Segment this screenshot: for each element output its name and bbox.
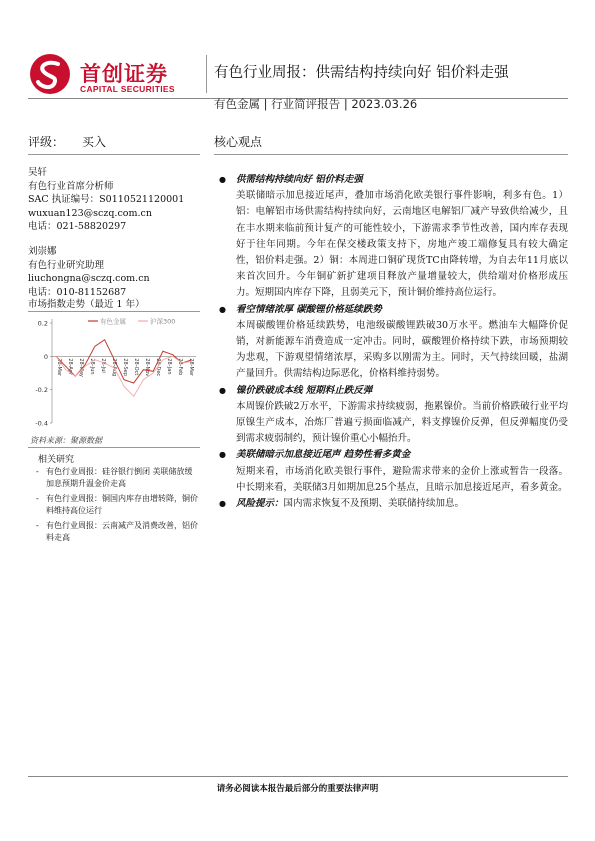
bullet-icon: ●	[219, 304, 226, 314]
x-tick-label: 28-Jun	[89, 358, 95, 375]
section-heading: ● 美联储暗示加息接近尾声 趋势性看多黄金	[214, 447, 568, 463]
risk-warning: ● 风险提示：国内需求恢复不及预期、美联储持续加息。	[214, 496, 568, 512]
section-paragraph: 美联储暗示加息接近尾声，叠加市场消化欧美银行事件影响，利多有色。1）铝：电解铝市场供需结构持续向好，云南地区电解铝厂减产导致供给减少，且在丰水期来临前预计复产的可能性较小，下游需求季节性改善，国内库存表现好于往年同期。今年在保交楼政策支持下，房地产竣工端修复具有较大确定性，铝价料走强。2）铜：本周进口铜矿现货TC由降转增，为自去年11月底以来首次回升。今年铜矿新扩建项目释放产量增量较大，供给端对价格形成压力。短期国内库存下降，且弱美元下，预计铜价维持高位运行。	[236, 190, 568, 299]
chart-source: 资料来源：聚源数据	[30, 436, 102, 445]
header-divider	[206, 55, 207, 93]
related-research-list	[34, 466, 200, 547]
logo-emblem-icon	[28, 52, 72, 96]
left-rule	[28, 154, 200, 155]
y-tick-label: 0	[43, 352, 48, 361]
analyst-email[interactable]: liuchongna@sczq.com.cn	[28, 273, 150, 284]
section-paragraph: 本周碳酸锂价格延续跌势，电池级碳酸锂跌破30万水平。燃油车大幅降价促销，对新能源车消费造成一定冲击。同时，碳酸锂价格持续下跌，市场预期较为悲观，下游观望情绪浓厚，采购多以刚需为主。同时，天气持续回暖，盐湖产量回升。供需结构边际恶化，价格料维持弱势。	[236, 319, 568, 380]
section-paragraph: 本周镍价跌破2万水平，下游需求持续疲弱，拖累镍价。当前价格跌破行业平均原镍生产成本，冶炼厂普遍亏损面临减产，料支撑镍价反弹，但反弹幅度仍受到需求疲弱制约，预计镍价重心小幅抬升。	[236, 400, 568, 445]
analyst-phone: 电话：010-81152687	[28, 286, 127, 298]
related-research-item[interactable]: - 有色行业周报：云南减产及消费改善，铝价料走高	[34, 520, 200, 544]
core-views-body	[214, 172, 568, 512]
analyst-sac: SAC 执证编号：S0110521120001	[28, 194, 185, 205]
rating	[28, 133, 106, 150]
analyst-role: 有色行业首席分析师	[28, 180, 114, 192]
market-chart-title: 市场指数走势（最近 1 年）	[28, 299, 145, 310]
core-views-title: 核心观点	[214, 135, 263, 149]
section-paragraph: 短期来看，市场消化欧美银行事件，避险需求带来的金价上涨或暂告一段落。中长期来看，美联储3月如期加息25个基点，且暗示加息接近尾声，看多黄金。	[236, 465, 568, 493]
legend-label: 沪深300	[150, 317, 176, 326]
rating-label: 评级：	[28, 135, 65, 149]
report-title: 有色行业周报：供需结构持续向好 铝价料走强	[214, 65, 509, 81]
source-rule	[28, 447, 200, 448]
legend-label: 有色金属	[100, 317, 126, 326]
right-rule	[214, 154, 568, 155]
related-research-title: 相关研究	[38, 455, 75, 465]
legal-disclaimer[interactable]: 请务必阅读本报告最后部分的重要法律声明	[216, 784, 379, 794]
chart-rule	[28, 311, 200, 312]
x-tick-label: 28-Sep	[122, 358, 128, 376]
x-tick-label: 28-Jul	[100, 358, 106, 373]
footer-rule	[28, 776, 568, 777]
related-research-item[interactable]: - 有色行业周报：硅谷银行倒闭 美联储放缓加息预期升温金价走高	[34, 466, 200, 490]
rating-value: 买入	[82, 135, 107, 149]
analyst-card	[28, 166, 184, 234]
x-tick-label: 28-Aug	[111, 358, 117, 377]
analyst-name: 吴轩	[28, 167, 48, 178]
analyst-email[interactable]: wuxuan123@sczq.com.cn	[28, 207, 152, 219]
bullet-icon: ●	[219, 450, 226, 460]
x-tick-label: 28-May	[78, 358, 84, 377]
company-logo	[28, 52, 198, 96]
bullet-icon: ●	[219, 175, 226, 184]
section-heading: ● 看空情绪浓厚 碳酸锂价格延续跌势	[214, 302, 568, 318]
analyst-card	[28, 245, 150, 299]
risk-warning-text: 国内需求恢复不及预期、美联储持续加息。	[283, 498, 465, 510]
report-subtitle: 有色金属 | 行业简评报告 | 2023.03.26	[214, 97, 418, 111]
analyst-phone: 电话：021-58820297	[28, 221, 127, 232]
x-tick-label: 28-Jan	[166, 358, 172, 375]
y-tick-label: -0.4	[35, 419, 48, 428]
market-index-chart	[28, 313, 200, 431]
y-tick-label: -0.2	[35, 386, 48, 395]
x-tick-label: 28-Oct	[133, 358, 139, 376]
y-tick-label: 0.2	[37, 319, 48, 328]
x-tick-label: 28-Nov	[144, 358, 150, 377]
x-tick-label: 28-Feb	[177, 358, 183, 376]
bullet-icon: ●	[219, 499, 226, 509]
x-tick-label: 28-Apr	[67, 358, 73, 376]
logo-text-cn: 首创证券	[80, 62, 168, 86]
section-heading: ● 供需结构持续向好 铝价料走强	[214, 172, 568, 188]
x-tick-label: 28-Dec	[155, 358, 161, 377]
analyst-name: 刘崇娜	[28, 246, 57, 257]
section-heading: ● 镍价跌破成本线 短期料止跌反弹	[214, 383, 568, 399]
logo-text-en: CAPITAL SECURITIES	[80, 84, 175, 94]
x-tick-label: 28-Mar	[56, 358, 62, 376]
analyst-role: 有色行业研究助理	[28, 259, 105, 271]
related-research-item[interactable]: - 有色行业周报：铜国内库存由增转降，铜价料维持高位运行	[34, 493, 200, 517]
x-tick-label: 28-Mar	[188, 358, 194, 376]
bullet-icon: ●	[219, 385, 226, 395]
